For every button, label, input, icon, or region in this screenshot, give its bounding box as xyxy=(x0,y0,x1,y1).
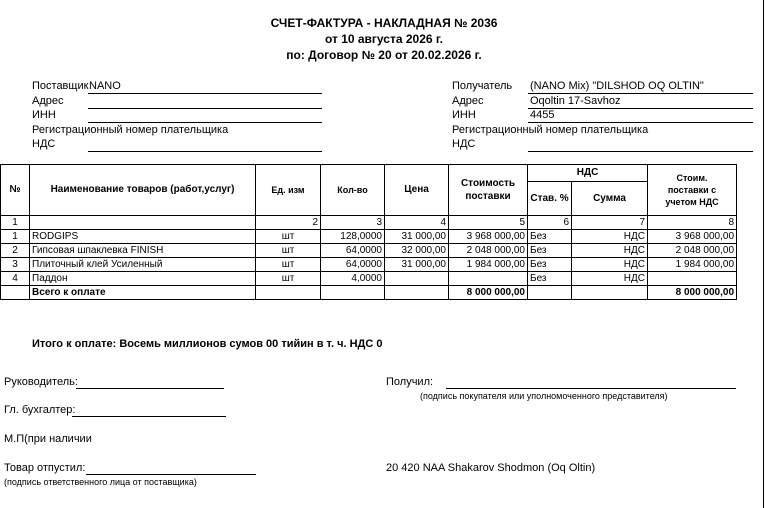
document-date: от 10 августа 2026 г. xyxy=(324,32,444,46)
recipient-underline xyxy=(528,93,753,94)
row-total xyxy=(648,272,737,286)
row-price: 31 000,00 xyxy=(385,230,449,244)
row-cost xyxy=(449,272,528,286)
row-price xyxy=(385,272,449,286)
row-total: 2 048 000,00 xyxy=(648,244,737,258)
col-number: 6 xyxy=(528,216,572,230)
col-number: 8 xyxy=(648,216,737,230)
buyer-address-underline xyxy=(528,108,753,109)
header-qty: Кол-во xyxy=(321,165,385,216)
header-price: Цена xyxy=(385,165,449,216)
row-total: 3 968 000,00 xyxy=(648,230,737,244)
released-signature-line xyxy=(86,474,256,475)
buyer-inn-value: 4455 xyxy=(530,109,555,121)
buyer-address-label: Адрес xyxy=(452,95,484,107)
total-row xyxy=(1,286,737,300)
row-unit: шт xyxy=(256,272,321,286)
document-title: СЧЕТ-ФАКТУРА - НАКЛАДНАЯ № 2036 xyxy=(270,16,498,30)
row-qty: 64,0000 xyxy=(321,244,385,258)
table-row xyxy=(1,272,737,286)
row-qty: 128,0000 xyxy=(321,230,385,244)
received-signature-line xyxy=(446,388,736,389)
col-number: 1 xyxy=(1,216,30,230)
row-name: RODGIPS xyxy=(30,230,256,244)
director-signature-line xyxy=(76,388,224,389)
row-cost: 1 984 000,00 xyxy=(449,258,528,272)
row-rate: Без xyxy=(528,230,572,244)
buyer-inn-underline xyxy=(528,122,753,123)
buyer-nds-label: НДС xyxy=(452,138,476,150)
director-label: Руководитель: xyxy=(4,376,78,388)
row-name: Паддон xyxy=(30,272,256,286)
supplier-underline xyxy=(88,93,322,94)
row-qty: 64,0000 xyxy=(321,258,385,272)
col-number: 3 xyxy=(321,216,385,230)
header-nds-group: НДС xyxy=(528,165,648,182)
row-rate: Без xyxy=(528,258,572,272)
table-row xyxy=(1,244,737,258)
row-rate: Без xyxy=(528,272,572,286)
row-unit: шт xyxy=(256,258,321,272)
row-sum: НДС xyxy=(572,230,648,244)
invoice-table xyxy=(0,164,737,300)
contract-line: по: Договор № 20 от 20.02.2026 г. xyxy=(286,48,482,62)
supplier-reg-label: Регистрационный номер плательщика xyxy=(32,124,229,136)
row-num: 1 xyxy=(1,230,30,244)
accountant-signature-line xyxy=(72,416,226,417)
row-total: 1 984 000,00 xyxy=(648,258,737,272)
supplier-label: Поставщик xyxy=(32,80,89,92)
row-name: Гипсовая шпаклевка FINISH xyxy=(30,244,256,258)
total-with-nds: 8 000 000,00 xyxy=(648,286,737,300)
col-number: 5 xyxy=(449,216,528,230)
supplier-address-underline xyxy=(88,108,322,109)
buyer-reg-label: Регистрационный номер плательщика xyxy=(452,124,649,136)
buyer-address-value: Oqoltin 17-Savhoz xyxy=(530,95,621,107)
row-num: 4 xyxy=(1,272,30,286)
header-cost: Стоимость поставки xyxy=(449,165,528,216)
header-total: Стоим. поставки с учетом НДС xyxy=(648,165,737,216)
row-qty: 4,0000 xyxy=(321,272,385,286)
total-label: Всего к оплате xyxy=(30,286,256,300)
row-sum: НДС xyxy=(572,244,648,258)
accountant-label: Гл. бухгалтер: xyxy=(4,404,76,416)
proxy-text: 20 420 NAA Shakarov Shodmon (Oq Oltin) xyxy=(386,462,596,474)
total-cost: 8 000 000,00 xyxy=(449,286,528,300)
row-cost: 3 968 000,00 xyxy=(449,230,528,244)
summary-text: Итого к оплате: Восемь миллионов сумов 00 тийин в т. ч. НДС 0 xyxy=(32,338,383,350)
row-cost: 2 048 000,00 xyxy=(449,244,528,258)
row-rate: Без xyxy=(528,244,572,258)
stamp-label: М.П(при наличии xyxy=(4,433,92,445)
header-rate: Став. % xyxy=(528,182,572,216)
row-num: 2 xyxy=(1,244,30,258)
buyer-inn-label: ИНН xyxy=(452,109,476,121)
header-num: № xyxy=(1,165,30,216)
supplier-inn-underline xyxy=(88,122,322,123)
supplier-address-label: Адрес xyxy=(32,95,64,107)
row-unit: шт xyxy=(256,230,321,244)
row-price: 32 000,00 xyxy=(385,244,449,258)
row-sum: НДС xyxy=(572,258,648,272)
released-label: Товар отпустил: xyxy=(4,462,86,474)
row-name: Плиточный клей Усиленный xyxy=(30,258,256,272)
supplier-value: NANO xyxy=(89,80,121,92)
col-number: 4 xyxy=(385,216,449,230)
released-note: (подпись ответственного лица от поставщика) xyxy=(4,477,197,487)
header-unit: Ед. изм xyxy=(256,165,321,216)
table-row xyxy=(1,258,737,272)
row-price: 31 000,00 xyxy=(385,258,449,272)
supplier-nds-label: НДС xyxy=(32,138,56,150)
supplier-inn-label: ИНН xyxy=(32,109,56,121)
received-label: Получил: xyxy=(386,376,434,388)
col-number: 2 xyxy=(256,216,321,230)
recipient-label: Получатель xyxy=(452,80,513,92)
buyer-nds-underline xyxy=(528,151,753,152)
recipient-value: (NANO Mix) "DILSHOD OQ OLTIN" xyxy=(530,80,704,92)
row-unit: шт xyxy=(256,244,321,258)
received-note: (подпись покупателя или уполномоченного представителя) xyxy=(420,391,668,401)
row-num: 3 xyxy=(1,258,30,272)
header-sum: Сумма xyxy=(572,182,648,216)
col-number: 7 xyxy=(572,216,648,230)
table-row xyxy=(1,230,737,244)
header-name: Наименование товаров (работ,услуг) xyxy=(30,165,256,216)
row-sum: НДС xyxy=(572,272,648,286)
page-edge xyxy=(763,0,764,508)
supplier-nds-underline xyxy=(88,151,322,152)
